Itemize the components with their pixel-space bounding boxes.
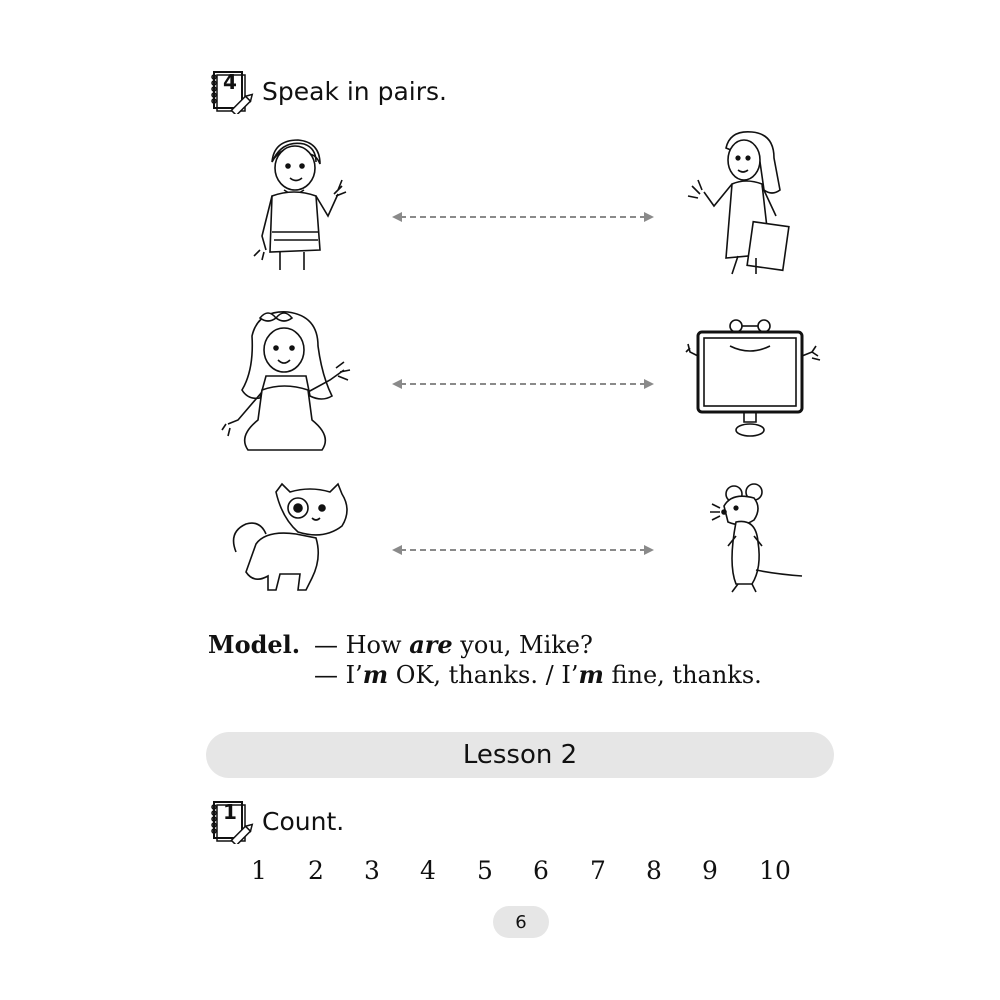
girl-icon bbox=[218, 306, 358, 454]
dashed-arrow bbox=[390, 542, 656, 558]
count-number: 9 bbox=[702, 856, 718, 885]
model-line-1 bbox=[208, 630, 762, 660]
exercise-title: Count. bbox=[262, 806, 345, 836]
count-number: 8 bbox=[646, 856, 662, 885]
model-emphasis: m bbox=[362, 660, 389, 689]
exercise-number: 4 bbox=[223, 70, 237, 94]
count-number: 6 bbox=[533, 856, 549, 885]
page-number-text: 6 bbox=[515, 911, 527, 933]
mouse-icon bbox=[706, 480, 806, 596]
count-number: 7 bbox=[590, 856, 606, 885]
dashed-arrow bbox=[390, 376, 656, 392]
page-number bbox=[493, 906, 549, 938]
notebook-pencil-icon bbox=[208, 68, 254, 114]
model-emphasis: are bbox=[409, 630, 453, 659]
model-line-2 bbox=[208, 660, 762, 690]
exercise-1-header bbox=[208, 798, 344, 844]
exercise-4-header bbox=[208, 68, 447, 114]
cat-icon bbox=[226, 482, 352, 592]
computer-screen-icon bbox=[684, 316, 826, 442]
woman-with-book-icon bbox=[686, 128, 798, 276]
lesson-heading bbox=[206, 732, 834, 778]
boy-icon bbox=[250, 132, 350, 272]
model-text: — I’ bbox=[314, 661, 363, 689]
exercise-number: 1 bbox=[223, 800, 237, 824]
model-text: — How bbox=[314, 631, 410, 659]
count-number: 1 bbox=[251, 856, 267, 885]
count-number: 3 bbox=[364, 856, 380, 885]
model-dialogue bbox=[208, 630, 762, 690]
count-number: 10 bbox=[759, 856, 791, 885]
count-number: 2 bbox=[308, 856, 324, 885]
notebook-pencil-icon bbox=[208, 798, 254, 844]
model-emphasis: m bbox=[578, 660, 604, 689]
model-label: Model. bbox=[208, 630, 301, 659]
count-number: 5 bbox=[477, 856, 493, 885]
count-number: 4 bbox=[420, 856, 436, 885]
exercise-title: Speak in pairs. bbox=[262, 76, 447, 106]
model-text: fine, thanks. bbox=[603, 661, 762, 689]
model-text: OK, thanks. / I’ bbox=[388, 661, 579, 689]
model-text: you, Mike? bbox=[452, 631, 593, 659]
lesson-title: Lesson 2 bbox=[462, 740, 578, 770]
dashed-arrow bbox=[390, 209, 656, 225]
